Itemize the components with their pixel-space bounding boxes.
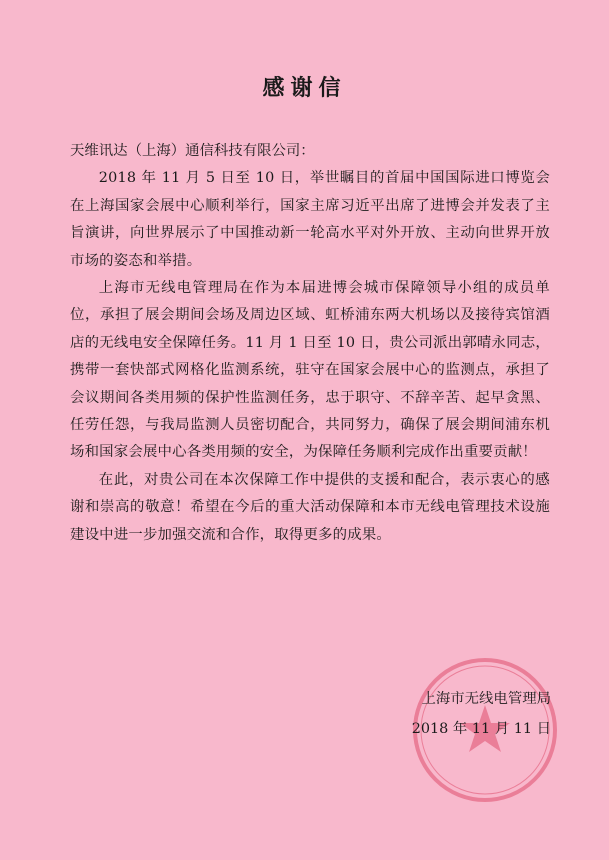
paragraph-2: 上海市无线电管理局在作为本届进博会城市保障领导小组的成员单位，承担了展会期间会场及周边区域、虹桥浦东两大机场以及接待宾馆酒店的无线电安全保障任务。11 月 1 日至 10 日，贵公司派出郭晴永同志，携带一套快部式网格化监测系统，驻守在国家会展中心的监测点，承担了会议期间各类用频的保护性监测任务，忠于职守、不辞辛苦、起早贪黑、任劳任怨，与我局监测人员密切配合，共同努力，确保了展会期间浦东机场和国家会展中心各类用频的安全，为保障任务顺利完成作出重要贡献！: [70, 280, 550, 461]
salutation: 天维讯达（上海）通信科技有限公司：: [70, 143, 315, 159]
signature-date: 2018 年 11 月 11 日: [411, 721, 551, 737]
letter-body: [70, 138, 550, 549]
paragraph-1: 2018 年 11 月 5 日至 10 日，举世瞩目的首届中国国际进口博览会在上海国家会展中心顺利举行，国家主席习近平出席了进博会并发表了主旨演讲，向世界展示了中国推动新一轮高水平对外开放、主动向世界开放市场的姿态和举措。: [70, 170, 550, 269]
paragraph-3: 在此，对贵公司在本次保障工作中提供的支援和配合，表示衷心的感谢和崇高的敬意！希望在今后的重大活动保障和本市无线电管理技术设施建设中进一步加强交流和合作，取得更多的成果。: [70, 471, 550, 543]
letter-title: 感谢信: [262, 75, 347, 101]
signature-block: [412, 684, 551, 744]
signature-organization: 上海市无线电管理局: [421, 691, 551, 707]
